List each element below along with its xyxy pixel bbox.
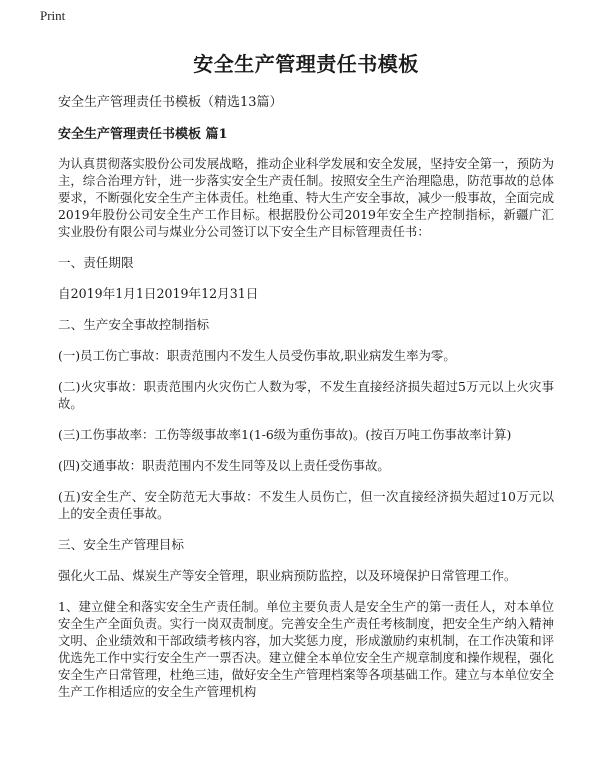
heading-responsibility-period: 一、责任期限	[58, 255, 134, 270]
indicator-item: (五)安全生产、安全防范无大事故：不发生人员伤亡，但一次直接经济损失超过10万元以上的安全责任事故。	[58, 489, 554, 521]
intro-paragraph: 为认真贯彻落实股份公司发展战略，推动企业科学发展和安全发展，坚持安全第一，预防为主，综合治理方针，进一步落实安全生产责任制。按照安全生产治理隐患，防范事故的总体要求，不断强化安全生产主体责任。杜绝重、特大生产安全事故，减少一般事故，全面完成2019年股份公司安全生产工作目标。根据股份公司2019年安全生产控制指标，新疆广汇实业股份有限公司与煤业分公司签订以下安全生产目标管理责任书：	[58, 156, 554, 239]
point-1-paragraph: 1、建立健全和落实安全生产责任制。单位主要负责人是安全生产的第一责任人，对本单位安全生产全面负责。实行一岗双责制度。完善安全生产责任考核制度，把安全生产纳入精神文明、企业绩效和干部政绩考核内容，加大奖惩力度，形成激励约束机制，在工作决策和评优选先工作中实行安全生产一票否决。建立健全本单位安全生产规章制度和操作规程，强化安全生产日常管理，杜绝三违，做好安全生产管理档案等各项基础工作。建立与本单位安全生产工作相适应的安全生产管理机构	[58, 599, 554, 699]
document-title: 安全生产管理责任书模板	[193, 52, 419, 76]
indicator-item: (四)交通事故：职责范围内不发生同等及以上责任受伤事故。	[58, 458, 390, 473]
section-title: 安全生产管理责任书模板 篇1	[58, 127, 228, 142]
goal-paragraph: 强化火工品、煤炭生产等安全管理，职业病预防监控，以及环境保护日常管理工作。	[58, 568, 517, 583]
indicator-item: (一)员工伤亡事故：职责范围内不发生人员受伤事故,职业病发生率为零。	[58, 348, 456, 363]
heading-control-indicators: 二、生产安全事故控制指标	[58, 317, 210, 332]
print-link[interactable]: Print	[40, 8, 66, 23]
period-text: 自2019年1月1日2019年12月31日	[58, 286, 259, 301]
indicator-item: (三)工伤事故率：工伤等级事故率1(1-6级为重伤事故)。(按百万吨工伤事故率计算)	[58, 427, 512, 442]
heading-management-goals: 三、安全生产管理目标	[58, 537, 184, 552]
document-subtitle: 安全生产管理责任书模板（精选13篇）	[58, 95, 283, 110]
document-body	[58, 48, 554, 714]
indicator-item: (二)火灾事故：职责范围内火灾伤亡人数为零，不发生直接经济损失超过5万元以上火灾事故。	[58, 379, 554, 411]
